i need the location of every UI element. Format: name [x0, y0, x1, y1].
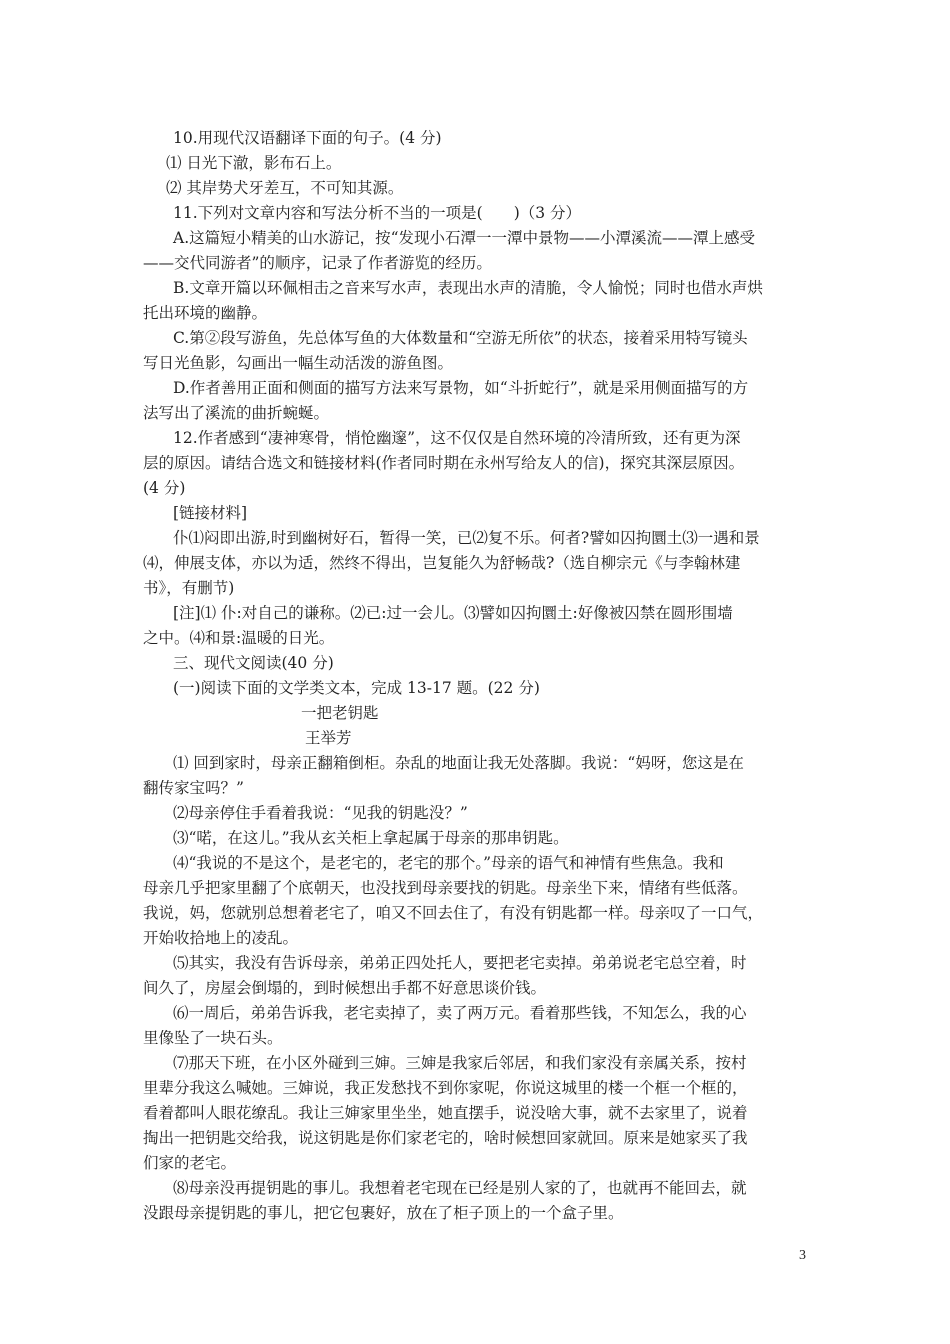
- q12-line3: (4 分): [143, 479, 186, 497]
- paragraph-8-line2: 没跟母亲提钥匙的事儿，把它包裹好，放在了柜子顶上的一个盒子里。: [143, 1204, 624, 1222]
- q11-title: 11.下列对文章内容和写法分析不当的一项是( )（3 分）: [173, 204, 582, 222]
- q10-item-1: ⑴ 日光下澈，影布石上。: [166, 154, 342, 172]
- part-one-instruction: (一)阅读下面的文学类文本，完成 13-17 题。(22 分): [173, 679, 540, 697]
- paragraph-2: ⑵母亲停住手看着我说：“见我的钥匙没？”: [173, 804, 468, 822]
- link-material-line3: 书》，有删节): [143, 579, 235, 597]
- note-line2: 之中。⑷和景:温暖的日光。: [143, 629, 335, 647]
- paragraph-7-line4: 掏出一把钥匙交给我，说这钥匙是你们家老宅的，啥时候想回家就回。原来是她家买了我: [143, 1129, 748, 1147]
- link-material-line1: 仆⑴闷即出游,时到幽树好石，暂得一笑，已⑵复不乐。何者?譬如囚拘圜土⑶一遇和景: [173, 529, 760, 547]
- page-number: 3: [799, 1248, 806, 1263]
- q11-option-a-line2: ——交代同游者”的顺序，记录了作者游览的经历。: [143, 254, 492, 272]
- q10-item-2: ⑵ 其岸势犬牙差互，不可知其源。: [166, 179, 404, 197]
- paragraph-7-line2: 里辈分我这么喊她。三婶说，我正发愁找不到你家呢，你说这城里的楼一个框一个框的，: [143, 1079, 748, 1097]
- q10-title: 10.用现代汉语翻译下面的句子。(4 分): [173, 129, 442, 147]
- paragraph-4-line3: 我说，妈，您就别总想着老宅了，咱又不回去住了，有没有钥匙都一样。母亲叹了一口气，: [143, 904, 764, 922]
- paragraph-7-line3: 看着都叫人眼花缭乱。我让三婶家里坐坐，她直摆手，说没啥大事，就不去家里了，说着: [143, 1104, 748, 1122]
- link-material-heading: [链接材料]: [173, 504, 248, 522]
- paragraph-8-line1: ⑻母亲没再提钥匙的事儿。我想着老宅现在已经是别人家的了，也就再不能回去，就: [173, 1179, 747, 1197]
- paragraph-4-line2: 母亲几乎把家里翻了个底朝天，也没找到母亲要找的钥匙。母亲坐下来，情绪有些低落。: [143, 879, 748, 897]
- paragraph-3: ⑶“喏，在这儿。”我从玄关柜上拿起属于母亲的那串钥匙。: [173, 829, 569, 847]
- q12-line2: 层的原因。请结合选文和链接材料(作者同时期在永州写给友人的信)，探究其深层原因。: [143, 454, 745, 472]
- q11-option-b-line2: 托出环境的幽静。: [143, 304, 268, 322]
- paragraph-6-line1: ⑹一周后，弟弟告诉我，老宅卖掉了，卖了两万元。看着那些钱，不知怎么，我的心: [173, 1004, 747, 1022]
- paragraph-6-line2: 里像坠了一块石头。: [143, 1029, 283, 1047]
- paragraph-5-line2: 间久了，房屋会倒塌的，到时候想出手都不好意思谈价钱。: [143, 979, 547, 997]
- article-author: 王举芳: [305, 729, 352, 747]
- paragraph-1-line1: ⑴ 回到家时，母亲正翻箱倒柜。杂乱的地面让我无处落脚。我说：“妈呀，您这是在: [173, 754, 744, 772]
- article-title: 一把老钥匙: [301, 704, 379, 722]
- q11-option-c-line2: 写日光鱼影，勾画出一幅生动活泼的游鱼图。: [143, 354, 454, 372]
- q11-option-a-line1: A.这篇短小精美的山水游记，按“发现小石潭一一潭中景物——小潭溪流——潭上感受: [173, 229, 756, 247]
- q11-option-b-line1: B.文章开篇以环佩相击之音来写水声，表现出水声的清脆，令人愉悦；同时也借水声烘: [173, 279, 763, 297]
- note-line1: [注]⑴ 仆:对自己的谦称。⑵已:过一会儿。⑶譬如囚拘圜土:好像被囚禁在圆形围墙: [173, 604, 733, 622]
- paragraph-7-line5: 们家的老宅。: [143, 1154, 237, 1172]
- link-material-line2: ⑷，伸展支体，亦以为适，然终不得出，岂复能久为舒畅哉?（选自柳宗元《与李翰林建: [143, 554, 741, 572]
- section-three-heading: 三、现代文阅读(40 分): [173, 654, 334, 672]
- q11-option-c-line1: C.第②段写游鱼，先总体写鱼的大体数量和“空游无所依”的状态，接着采用特写镜头: [173, 329, 748, 347]
- q11-option-d-line1: D.作者善用正面和侧面的描写方法来写景物，如“斗折蛇行”，就是采用侧面描写的方: [173, 379, 749, 397]
- q11-option-d-line2: 法写出了溪流的曲折蜿蜒。: [143, 404, 330, 422]
- paragraph-4-line4: 开始收拾地上的凌乱。: [143, 929, 299, 947]
- q12-line1: 12.作者感到“凄神寒骨，悄怆幽邃”，这不仅仅是自然环境的冷清所致，还有更为深: [173, 429, 741, 447]
- paragraph-5-line1: ⑸其实，我没有告诉母亲，弟弟正四处托人，要把老宅卖掉。弟弟说老宅总空着，时: [173, 954, 747, 972]
- paragraph-1-line2: 翻传家宝吗？”: [143, 779, 244, 797]
- paragraph-7-line1: ⑺那天下班，在小区外碰到三婶。三婶是我家后邻居，和我们家没有亲属关系，按村: [173, 1054, 747, 1072]
- paragraph-4-line1: ⑷“我说的不是这个，是老宅的，老宅的那个。”母亲的语气和神情有些焦急。我和: [173, 854, 724, 872]
